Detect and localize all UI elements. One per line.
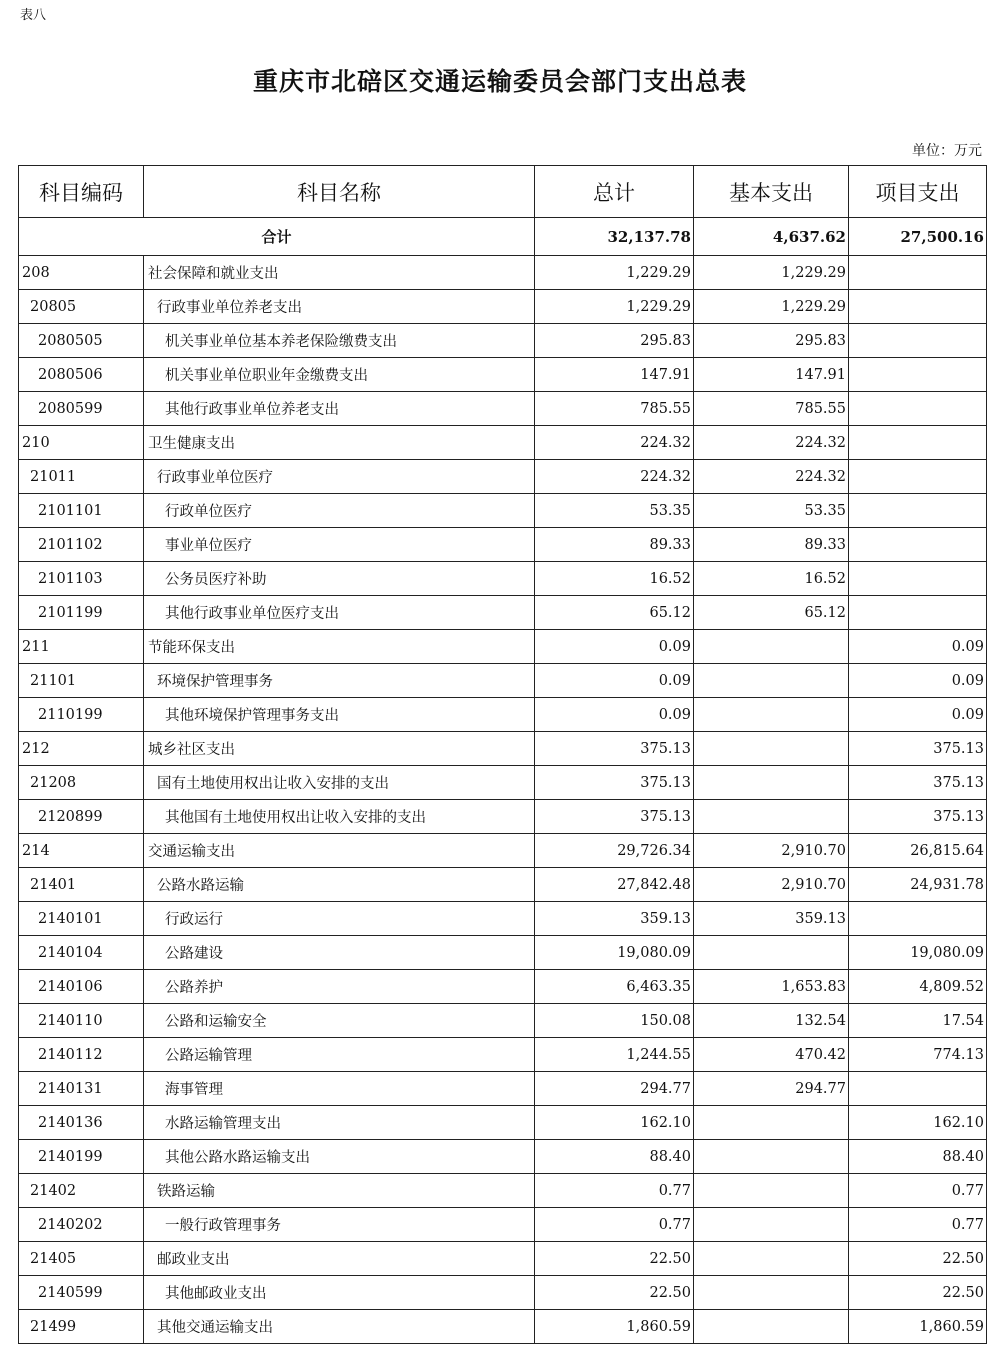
table-row [19, 1072, 987, 1106]
total-cell: 88.40 [535, 1140, 694, 1174]
basic-cell [694, 732, 849, 766]
code-cell: 2140131 [19, 1072, 144, 1106]
table-row [19, 1004, 987, 1038]
name-cell: 邮政业支出 [144, 1242, 535, 1276]
basic-cell [694, 1174, 849, 1208]
code-cell: 2101199 [19, 596, 144, 630]
basic-cell: 1,229.29 [694, 256, 849, 290]
basic-cell [694, 630, 849, 664]
table-row [19, 1242, 987, 1276]
code-cell: 2140101 [19, 902, 144, 936]
basic-cell [694, 1106, 849, 1140]
project-cell: 375.13 [849, 732, 987, 766]
total-cell: 29,726.34 [535, 834, 694, 868]
code-cell: 2080505 [19, 324, 144, 358]
table-row [19, 970, 987, 1004]
name-cell: 其他交通运输支出 [144, 1310, 535, 1344]
project-cell: 0.09 [849, 664, 987, 698]
total-cell: 224.32 [535, 426, 694, 460]
table-row [19, 698, 987, 732]
name-cell: 机关事业单位职业年金缴费支出 [144, 358, 535, 392]
total-project-value: 27,500.16 [849, 218, 987, 256]
project-cell [849, 358, 987, 392]
name-cell: 公务员医疗补助 [144, 562, 535, 596]
total-cell: 359.13 [535, 902, 694, 936]
total-cell: 6,463.35 [535, 970, 694, 1004]
total-cell: 89.33 [535, 528, 694, 562]
project-cell [849, 562, 987, 596]
code-cell: 210 [19, 426, 144, 460]
total-cell: 162.10 [535, 1106, 694, 1140]
total-cell: 65.12 [535, 596, 694, 630]
table-row [19, 460, 987, 494]
table-row [19, 800, 987, 834]
total-cell: 53.35 [535, 494, 694, 528]
basic-cell: 89.33 [694, 528, 849, 562]
basic-cell [694, 1242, 849, 1276]
code-cell: 214 [19, 834, 144, 868]
table-row [19, 562, 987, 596]
table-row [19, 324, 987, 358]
basic-cell: 65.12 [694, 596, 849, 630]
code-cell: 2140106 [19, 970, 144, 1004]
project-cell: 22.50 [849, 1276, 987, 1310]
code-cell: 2140112 [19, 1038, 144, 1072]
total-cell: 0.77 [535, 1174, 694, 1208]
table-row [19, 1276, 987, 1310]
header-basic: 基本支出 [694, 166, 849, 218]
total-cell: 294.77 [535, 1072, 694, 1106]
name-cell: 其他行政事业单位养老支出 [144, 392, 535, 426]
total-cell: 0.09 [535, 630, 694, 664]
code-cell: 2140202 [19, 1208, 144, 1242]
code-cell: 211 [19, 630, 144, 664]
project-cell: 1,860.59 [849, 1310, 987, 1344]
project-cell: 375.13 [849, 800, 987, 834]
name-cell: 行政运行 [144, 902, 535, 936]
code-cell: 21208 [19, 766, 144, 800]
code-cell: 21405 [19, 1242, 144, 1276]
table-row [19, 834, 987, 868]
total-cell: 1,860.59 [535, 1310, 694, 1344]
total-cell: 0.09 [535, 698, 694, 732]
code-cell: 212 [19, 732, 144, 766]
project-cell: 17.54 [849, 1004, 987, 1038]
name-cell: 社会保障和就业支出 [144, 256, 535, 290]
code-cell: 2120899 [19, 800, 144, 834]
code-cell: 208 [19, 256, 144, 290]
table-row [19, 528, 987, 562]
basic-cell: 1,653.83 [694, 970, 849, 1004]
total-cell: 16.52 [535, 562, 694, 596]
basic-cell: 147.91 [694, 358, 849, 392]
name-cell: 节能环保支出 [144, 630, 535, 664]
name-cell: 行政事业单位医疗 [144, 460, 535, 494]
code-cell: 2140110 [19, 1004, 144, 1038]
basic-cell [694, 1276, 849, 1310]
basic-cell: 2,910.70 [694, 868, 849, 902]
name-cell: 铁路运输 [144, 1174, 535, 1208]
name-cell: 水路运输管理支出 [144, 1106, 535, 1140]
table-row [19, 630, 987, 664]
project-cell: 22.50 [849, 1242, 987, 1276]
name-cell: 其他邮政业支出 [144, 1276, 535, 1310]
table-row [19, 1140, 987, 1174]
table-row [19, 392, 987, 426]
code-cell: 2140104 [19, 936, 144, 970]
unit-label: 单位：万元 [912, 143, 982, 159]
total-label: 合计 [19, 218, 535, 256]
header-total: 总计 [535, 166, 694, 218]
name-cell: 事业单位医疗 [144, 528, 535, 562]
basic-cell [694, 1208, 849, 1242]
total-cell: 375.13 [535, 732, 694, 766]
total-cell: 375.13 [535, 766, 694, 800]
code-cell: 2140199 [19, 1140, 144, 1174]
total-cell: 147.91 [535, 358, 694, 392]
basic-cell [694, 664, 849, 698]
basic-cell: 224.32 [694, 426, 849, 460]
name-cell: 公路运输管理 [144, 1038, 535, 1072]
name-cell: 卫生健康支出 [144, 426, 535, 460]
table-row [19, 868, 987, 902]
table-row [19, 766, 987, 800]
name-cell: 行政事业单位养老支出 [144, 290, 535, 324]
table-row [19, 358, 987, 392]
name-cell: 其他公路水路运输支出 [144, 1140, 535, 1174]
project-cell: 88.40 [849, 1140, 987, 1174]
project-cell: 24,931.78 [849, 868, 987, 902]
project-cell: 0.77 [849, 1174, 987, 1208]
table-row [19, 902, 987, 936]
total-cell: 1,229.29 [535, 256, 694, 290]
basic-cell [694, 800, 849, 834]
code-cell: 21402 [19, 1174, 144, 1208]
name-cell: 城乡社区支出 [144, 732, 535, 766]
table-row [19, 1038, 987, 1072]
project-cell [849, 290, 987, 324]
total-cell: 0.77 [535, 1208, 694, 1242]
project-cell [849, 528, 987, 562]
project-cell: 0.77 [849, 1208, 987, 1242]
basic-cell: 224.32 [694, 460, 849, 494]
name-cell: 公路建设 [144, 936, 535, 970]
table-row [19, 494, 987, 528]
name-cell: 国有土地使用权出让收入安排的支出 [144, 766, 535, 800]
total-cell: 22.50 [535, 1242, 694, 1276]
table-row [19, 426, 987, 460]
code-cell: 2101101 [19, 494, 144, 528]
table-row [19, 1208, 987, 1242]
basic-cell: 16.52 [694, 562, 849, 596]
name-cell: 其他行政事业单位医疗支出 [144, 596, 535, 630]
table-row [19, 1310, 987, 1344]
table-row [19, 1174, 987, 1208]
code-cell: 21499 [19, 1310, 144, 1344]
name-cell: 一般行政管理事务 [144, 1208, 535, 1242]
basic-cell: 53.35 [694, 494, 849, 528]
basic-cell: 294.77 [694, 1072, 849, 1106]
table-row [19, 664, 987, 698]
expenditure-table [18, 165, 987, 1344]
total-row [19, 218, 987, 256]
total-cell: 375.13 [535, 800, 694, 834]
total-cell: 22.50 [535, 1276, 694, 1310]
project-cell [849, 596, 987, 630]
project-cell: 0.09 [849, 630, 987, 664]
basic-cell: 470.42 [694, 1038, 849, 1072]
table-row [19, 936, 987, 970]
table-number-label: 表八 [20, 8, 47, 23]
code-cell: 2110199 [19, 698, 144, 732]
project-cell [849, 902, 987, 936]
total-cell: 150.08 [535, 1004, 694, 1038]
project-cell [849, 460, 987, 494]
basic-cell [694, 698, 849, 732]
code-cell: 21011 [19, 460, 144, 494]
project-cell: 375.13 [849, 766, 987, 800]
project-cell [849, 256, 987, 290]
total-cell: 27,842.48 [535, 868, 694, 902]
project-cell: 26,815.64 [849, 834, 987, 868]
project-cell [849, 426, 987, 460]
total-total-value: 32,137.78 [535, 218, 694, 256]
name-cell: 其他国有土地使用权出让收入安排的支出 [144, 800, 535, 834]
project-cell [849, 494, 987, 528]
basic-cell [694, 766, 849, 800]
name-cell: 交通运输支出 [144, 834, 535, 868]
code-cell: 2080599 [19, 392, 144, 426]
table-row [19, 290, 987, 324]
basic-cell [694, 1310, 849, 1344]
name-cell: 其他环境保护管理事务支出 [144, 698, 535, 732]
basic-cell: 1,229.29 [694, 290, 849, 324]
project-cell [849, 1072, 987, 1106]
table-header-row [19, 166, 987, 218]
total-cell: 785.55 [535, 392, 694, 426]
project-cell: 162.10 [849, 1106, 987, 1140]
name-cell: 环境保护管理事务 [144, 664, 535, 698]
project-cell [849, 324, 987, 358]
table-row [19, 256, 987, 290]
basic-cell: 295.83 [694, 324, 849, 358]
name-cell: 公路养护 [144, 970, 535, 1004]
code-cell: 2101103 [19, 562, 144, 596]
code-cell: 2140599 [19, 1276, 144, 1310]
code-cell: 21101 [19, 664, 144, 698]
name-cell: 机关事业单位基本养老保险缴费支出 [144, 324, 535, 358]
total-cell: 295.83 [535, 324, 694, 358]
total-cell: 19,080.09 [535, 936, 694, 970]
name-cell: 行政单位医疗 [144, 494, 535, 528]
project-cell: 19,080.09 [849, 936, 987, 970]
name-cell: 公路和运输安全 [144, 1004, 535, 1038]
header-name: 科目名称 [144, 166, 535, 218]
total-cell: 224.32 [535, 460, 694, 494]
table-row [19, 732, 987, 766]
table-row [19, 1106, 987, 1140]
total-cell: 1,229.29 [535, 290, 694, 324]
name-cell: 海事管理 [144, 1072, 535, 1106]
basic-cell: 785.55 [694, 392, 849, 426]
code-cell: 2140136 [19, 1106, 144, 1140]
basic-cell [694, 936, 849, 970]
header-project: 项目支出 [849, 166, 987, 218]
total-cell: 1,244.55 [535, 1038, 694, 1072]
total-cell: 0.09 [535, 664, 694, 698]
code-cell: 20805 [19, 290, 144, 324]
project-cell [849, 392, 987, 426]
basic-cell: 132.54 [694, 1004, 849, 1038]
basic-cell [694, 1140, 849, 1174]
total-basic-value: 4,637.62 [694, 218, 849, 256]
project-cell: 774.13 [849, 1038, 987, 1072]
page-title: 重庆市北碚区交通运输委员会部门支出总表 [252, 67, 747, 96]
code-cell: 2080506 [19, 358, 144, 392]
header-code: 科目编码 [19, 166, 144, 218]
basic-cell: 359.13 [694, 902, 849, 936]
project-cell: 0.09 [849, 698, 987, 732]
code-cell: 2101102 [19, 528, 144, 562]
basic-cell: 2,910.70 [694, 834, 849, 868]
code-cell: 21401 [19, 868, 144, 902]
project-cell: 4,809.52 [849, 970, 987, 1004]
table-row [19, 596, 987, 630]
name-cell: 公路水路运输 [144, 868, 535, 902]
